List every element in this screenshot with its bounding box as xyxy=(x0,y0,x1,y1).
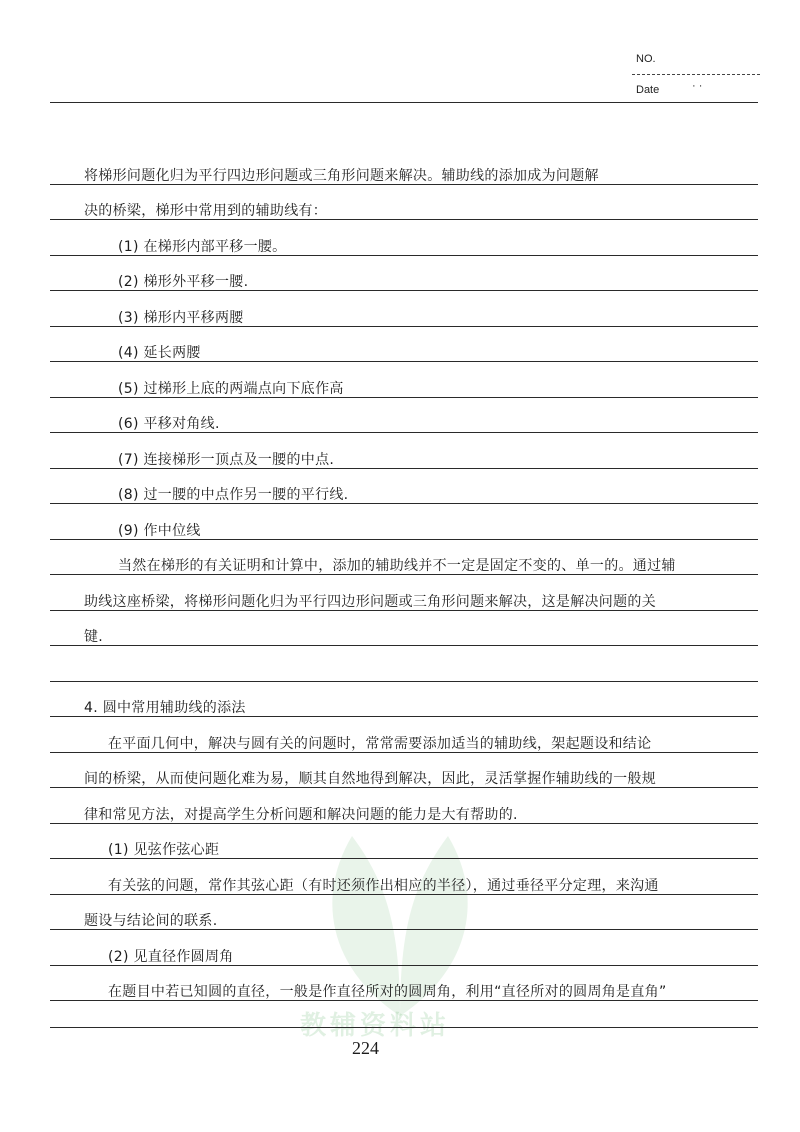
list-item: (6) 平移对角线. xyxy=(118,416,220,432)
section-heading: 4. 圆中常用辅助线的添法 xyxy=(84,700,246,716)
watermark-text: 教辅资料站 xyxy=(300,1011,451,1041)
list-item: (2) 梯形外平移一腰. xyxy=(118,274,249,290)
text-line: 在平面几何中，解决与圆有关的问题时，常常需要添加适当的辅助线，架起题设和结论 xyxy=(108,736,652,752)
number-dashed-rule xyxy=(632,74,760,75)
list-item: (5) 过梯形上底的两端点向下底作高 xyxy=(118,381,344,397)
date-label: Date xyxy=(636,84,660,96)
text-line: 在题目中若已知圆的直径，一般是作直径所对的圆周角，利用“直径所对的圆周角是直角” xyxy=(108,984,667,1000)
subsection-heading: (1) 见弦作弦心距 xyxy=(108,842,220,858)
text-line: 题设与结论间的联系. xyxy=(84,913,218,929)
header-rule xyxy=(50,102,758,103)
list-item: (3) 梯形内平移两腰 xyxy=(118,310,244,326)
date-dots: · · xyxy=(692,80,703,92)
list-item: (1) 在梯形内部平移一腰。 xyxy=(118,239,287,255)
ruled-line xyxy=(50,645,758,646)
text-line: 将梯形问题化归为平行四边形问题或三角形问题来解决。辅助线的添加成为问题解 xyxy=(84,168,599,184)
text-line: 间的桥梁，从而使问题化难为易，顺其自然地得到解决，因此，灵活掌握作辅助线的一般规 xyxy=(84,771,656,787)
ruled-line xyxy=(50,681,758,682)
text-line: 助线这座桥梁，将梯形问题化归为平行四边形问题或三角形问题来解决，这是解决问题的关 xyxy=(84,594,656,610)
list-item: (7) 连接梯形一顶点及一腰的中点. xyxy=(118,452,335,468)
watermark-logo xyxy=(280,800,520,1040)
text-line: 律和常见方法，对提高学生分析问题和解决问题的能力是大有帮助的. xyxy=(84,807,518,823)
number-label: NO. xyxy=(636,53,656,65)
page-number: 224 xyxy=(352,1038,379,1058)
text-line: 键. xyxy=(84,629,104,645)
list-item: (9) 作中位线 xyxy=(118,523,201,539)
text-line: 决的桥梁，梯形中常用到的辅助线有： xyxy=(84,203,328,219)
list-item: (8) 过一腰的中点作另一腰的平行线. xyxy=(118,487,349,503)
ruled-line xyxy=(50,1027,758,1028)
subsection-heading: (2) 见直径作圆周角 xyxy=(108,949,234,965)
text-line: 当然在梯形的有关证明和计算中，添加的辅助线并不一定是固定不变的、单一的。通过辅 xyxy=(118,558,676,574)
list-item: (4) 延长两腰 xyxy=(118,345,201,361)
text-line: 有关弦的问题，常作其弦心距（有时还须作出相应的半径），通过垂径平分定理，来沟通 xyxy=(108,878,659,894)
